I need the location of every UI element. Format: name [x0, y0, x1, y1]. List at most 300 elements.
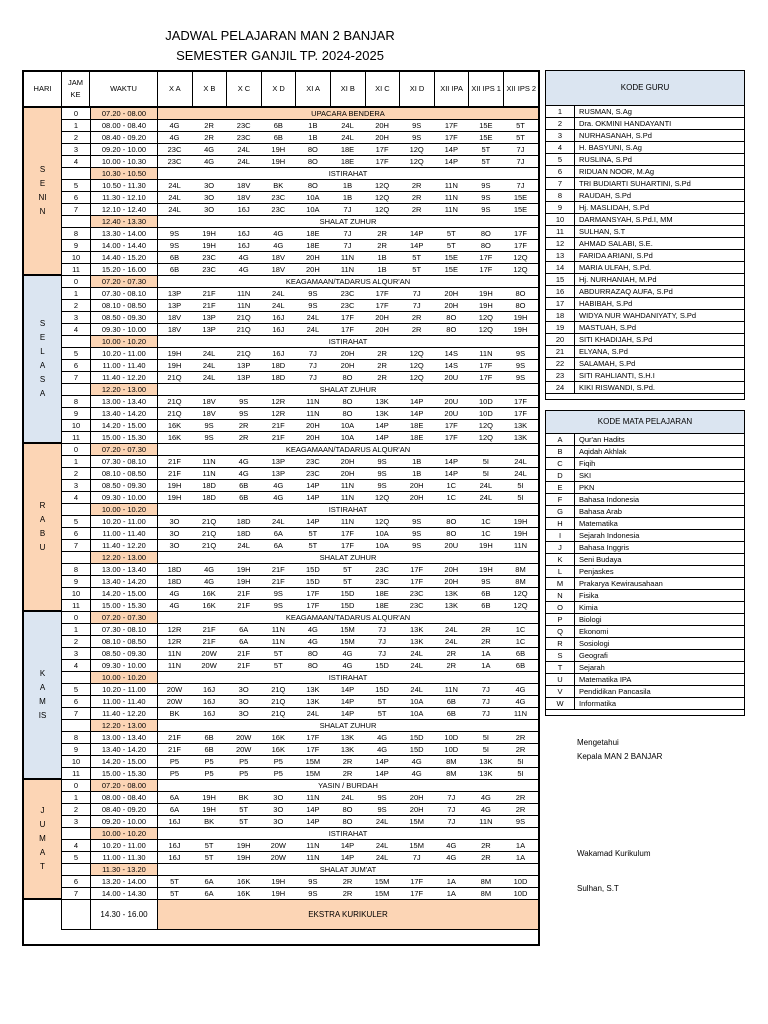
class-code: 19H: [271, 889, 286, 898]
time-slot: 07.30 - 08.10: [90, 456, 158, 467]
class-code: 18V: [237, 193, 251, 202]
code-desc: Seni Budaya: [574, 554, 744, 565]
table-row: [62, 660, 538, 672]
class-code: 11N: [479, 817, 493, 826]
table-row: [62, 252, 538, 264]
class-code: 6B: [481, 601, 491, 610]
class-code: 14P: [375, 421, 389, 430]
class-code: 20H: [375, 325, 389, 334]
class-code: 11N: [306, 397, 320, 406]
header-class: XII IPA: [435, 72, 470, 108]
class-code: 4G: [411, 769, 422, 778]
class-code: 9S: [412, 133, 422, 142]
class-code: 12Q: [409, 361, 424, 370]
period-number: 8: [73, 565, 79, 574]
class-code: 1C: [446, 493, 457, 502]
class-code: 21F: [237, 589, 251, 598]
class-code: 13K: [513, 421, 528, 430]
code: P: [557, 615, 563, 624]
class-code: 15D: [340, 589, 355, 598]
table-row: [62, 720, 538, 732]
code: 13: [555, 251, 565, 260]
class-code: 7J: [378, 649, 387, 658]
table-row: [62, 516, 538, 528]
class-code: 4G: [307, 637, 318, 646]
code: 18: [555, 311, 565, 320]
class-code: 20W: [235, 745, 252, 754]
class-code: 8O: [307, 145, 318, 154]
class-code: 5T: [308, 529, 318, 538]
code-row: [546, 458, 744, 470]
class-code: 21F: [237, 601, 251, 610]
side-title: KODE MATA PELAJARAN: [546, 411, 744, 434]
time-slot: 11.40 - 12.20: [90, 372, 158, 383]
class-code: 4G: [169, 133, 180, 142]
code: H: [557, 519, 563, 528]
code: 22: [555, 359, 565, 368]
class-code: 4G: [169, 589, 180, 598]
class-code: 15E: [479, 121, 493, 130]
table-row: [62, 168, 538, 180]
class-code: 6B: [481, 589, 491, 598]
time-slot: 07.20 - 08.00: [90, 780, 158, 791]
class-code: 21F: [271, 577, 285, 586]
class-code: 20H: [340, 361, 355, 370]
class-code: 12Q: [478, 421, 493, 430]
class-code: 15D: [375, 661, 389, 670]
class-code: 13K: [513, 433, 528, 442]
page-subtitle: SEMESTER GANJIL TP. 2024-2025: [176, 48, 384, 63]
code: 23: [555, 371, 565, 380]
class-code: 20H: [444, 577, 459, 586]
class-code: 24L: [341, 793, 354, 802]
code-desc: Sejarah Indonesia: [574, 530, 744, 541]
header-hari: HARI: [24, 72, 62, 108]
class-code: P5: [273, 769, 283, 778]
class-code: 9S: [169, 229, 180, 238]
code: 19: [555, 323, 565, 332]
class-code: 4G: [169, 121, 180, 130]
class-code: 11N: [167, 661, 182, 670]
class-code: 13P: [271, 469, 285, 478]
code-desc: Geografi: [574, 650, 744, 661]
class-code: 18V: [237, 181, 251, 190]
class-code: 19H: [271, 145, 286, 154]
class-code: 6A: [239, 637, 249, 646]
time-slot: 10.00 - 10.30: [90, 156, 158, 167]
class-code: 8O: [480, 241, 491, 250]
class-code: 13P: [237, 361, 251, 370]
period-number: 6: [73, 193, 79, 202]
class-code: 18E: [410, 421, 424, 430]
day-name: SELASA: [39, 319, 46, 398]
time-slot: 08.50 - 09.30: [90, 480, 158, 491]
class-code: 18D: [202, 493, 216, 502]
time-slot: 11.40 - 12.20: [90, 708, 158, 719]
code-desc: PKN: [574, 482, 744, 493]
class-code: 15D: [375, 685, 389, 694]
class-code: BK: [273, 181, 284, 190]
class-code: 4G: [238, 469, 249, 478]
code-row: [546, 286, 744, 298]
table-row: [62, 600, 538, 612]
class-code: 24L: [514, 457, 527, 466]
time-slot: 10.20 - 11.00: [90, 348, 158, 359]
class-code: 12Q: [375, 205, 390, 214]
class-code: 20H: [375, 121, 389, 130]
class-code: 5I: [517, 481, 524, 490]
time-slot: 10.00 - 10.20: [90, 504, 158, 515]
day-label: [24, 900, 62, 930]
class-code: 20H: [409, 481, 424, 490]
code-row: [546, 530, 744, 542]
break-band: SHALAT ZUHUR: [158, 720, 538, 731]
code-row: [546, 638, 744, 650]
code: B: [557, 447, 563, 456]
period-number: 2: [73, 301, 79, 310]
class-code: 5T: [204, 853, 214, 862]
code: E: [557, 483, 563, 492]
period-number: 7: [73, 709, 79, 718]
class-code: 15M: [340, 637, 355, 646]
class-code: 24L: [168, 193, 181, 202]
class-code: 9S: [308, 877, 318, 886]
class-code: 5T: [377, 697, 387, 706]
table-row: [62, 360, 538, 372]
class-code: 15E: [444, 253, 458, 262]
class-code: 11N: [271, 625, 285, 634]
class-code: 20W: [166, 697, 183, 706]
class-code: 13P: [202, 325, 216, 334]
period-number: 6: [73, 529, 79, 538]
class-code: 4G: [238, 253, 249, 262]
class-code: 10D: [513, 889, 528, 898]
period-number: 4: [73, 325, 79, 334]
period-number: 6: [73, 697, 79, 706]
class-code: 10D: [479, 409, 493, 418]
period-number: 2: [73, 469, 79, 478]
class-code: 2R: [515, 733, 526, 742]
class-code: 16K: [271, 733, 285, 742]
class-code: 6B: [446, 709, 456, 718]
class-code: 1C: [481, 529, 491, 538]
class-code: 12Q: [375, 193, 390, 202]
class-code: 19H: [202, 793, 216, 802]
code: 16: [555, 287, 565, 296]
table-row: [62, 804, 538, 816]
class-code: 4G: [238, 457, 249, 466]
class-code: 15M: [409, 817, 424, 826]
class-code: 2R: [515, 793, 526, 802]
class-code: 2R: [411, 193, 422, 202]
time-slot: 14.40 - 15.20: [90, 252, 158, 263]
code: C: [557, 459, 563, 468]
period-number: 5: [73, 349, 79, 358]
time-slot: 08.10 - 08.50: [90, 636, 158, 647]
table-row: [62, 288, 538, 300]
class-code: 4G: [446, 841, 457, 850]
class-code: 6B: [515, 661, 526, 670]
class-code: 2R: [481, 841, 491, 850]
time-slot: 13.00 - 13.40: [90, 732, 158, 743]
code-desc: Fisika: [574, 590, 744, 601]
code-row: [546, 118, 744, 130]
class-code: 18E: [375, 589, 389, 598]
class-code: 4G: [342, 649, 353, 658]
class-code: 18E: [340, 145, 355, 154]
class-code: 12Q: [478, 313, 493, 322]
class-code: 7J: [516, 157, 525, 166]
class-code: 2R: [342, 769, 353, 778]
class-code: 24L: [341, 121, 354, 130]
class-code: 8O: [307, 661, 318, 670]
class-code: 20H: [340, 349, 355, 358]
table-row: [62, 792, 538, 804]
class-code: 2R: [411, 313, 422, 322]
time-slot: 09.20 - 10.00: [90, 144, 158, 155]
class-code: 19H: [167, 493, 182, 502]
break-band: SHALAT JUM'AT: [158, 864, 538, 875]
class-code: 21Q: [202, 529, 217, 538]
class-code: 9S: [204, 421, 214, 430]
class-code: 5T: [516, 121, 525, 130]
time-slot: 13.40 - 14.20: [90, 576, 158, 587]
code: 15: [555, 275, 565, 284]
class-code: 1B: [412, 469, 422, 478]
class-code: 12Q: [409, 145, 424, 154]
table-row: [62, 204, 538, 216]
class-code: 17F: [341, 313, 354, 322]
period-number: 10: [71, 421, 81, 430]
class-code: 10A: [340, 433, 355, 442]
class-code: 1C: [515, 637, 526, 646]
code: A: [557, 435, 563, 444]
time-slot: 08.40 - 09.20: [90, 132, 158, 143]
header-class: X B: [193, 72, 228, 108]
day-label: [24, 108, 62, 276]
header-class: XII IPS 1: [469, 72, 504, 108]
class-code: 8O: [446, 325, 457, 334]
class-code: 8M: [515, 577, 526, 586]
time-slot: 07.30 - 08.10: [90, 624, 158, 635]
class-code: 8O: [446, 517, 457, 526]
table-row: [62, 456, 538, 468]
code-row: [546, 698, 744, 710]
class-code: 2R: [238, 433, 249, 442]
class-code: 1A: [515, 853, 526, 862]
day-name: KAMIS: [38, 669, 47, 720]
code-desc: Matematika: [574, 518, 744, 529]
class-code: 19H: [479, 289, 493, 298]
class-code: 3O: [238, 697, 249, 706]
table-row: [62, 744, 538, 756]
class-code: 11N: [306, 793, 320, 802]
class-code: 7J: [412, 853, 421, 862]
time-slot: 09.30 - 10.00: [90, 660, 158, 671]
class-code: 23C: [271, 205, 286, 214]
class-code: 18E: [375, 601, 389, 610]
class-code: 5T: [412, 265, 422, 274]
class-code: 20H: [306, 421, 320, 430]
class-code: 1B: [412, 457, 422, 466]
class-code: 8M: [480, 889, 492, 898]
class-code: 17F: [514, 241, 527, 250]
class-code: 2R: [446, 649, 457, 658]
class-code: 7J: [308, 373, 317, 382]
class-code: 5T: [343, 565, 352, 574]
class-code: 13K: [410, 625, 424, 634]
code-desc: ABDURRAZAQ AUFA, S.Pd: [574, 286, 744, 297]
class-code: 11N: [340, 265, 355, 274]
code: Q: [557, 627, 563, 636]
class-code: 16J: [272, 349, 285, 358]
class-code: 5I: [482, 457, 490, 466]
class-code: 18D: [271, 373, 286, 382]
time-slot: 12.40 - 13.30: [90, 216, 158, 227]
class-code: 4G: [273, 493, 284, 502]
class-code: 2R: [481, 853, 491, 862]
class-code: 6B: [446, 697, 456, 706]
code-desc: KIKI RISWANDI, S.Pd.: [574, 382, 744, 393]
class-code: 5T: [273, 649, 283, 658]
class-code: 19H: [202, 241, 216, 250]
class-code: 5I: [517, 757, 524, 766]
class-code: 20H: [444, 289, 459, 298]
code-row: [546, 178, 744, 190]
class-code: 17F: [375, 157, 389, 166]
class-code: 4G: [446, 853, 457, 862]
class-code: 12R: [167, 625, 182, 634]
signatory-name: Sulhan, S.T: [577, 884, 619, 893]
code-row: [546, 130, 744, 142]
code-desc: Penjaskes: [574, 566, 744, 577]
class-code: 20U: [444, 541, 459, 550]
class-code: 14P: [410, 241, 424, 250]
class-code: 2R: [481, 625, 491, 634]
class-code: 7J: [481, 709, 490, 718]
class-code: P5: [169, 757, 180, 766]
table-row: [62, 144, 538, 156]
period-number: 6: [73, 361, 79, 370]
class-code: 17F: [410, 577, 424, 586]
class-code: 7J: [378, 637, 387, 646]
class-code: 11N: [306, 409, 320, 418]
class-code: 23C: [236, 133, 251, 142]
class-code: 18E: [306, 241, 320, 250]
time-slot: 11.30 - 13.20: [90, 864, 158, 875]
class-code: 24L: [237, 145, 250, 154]
code-row: [546, 250, 744, 262]
code: 12: [555, 239, 565, 248]
class-code: 14P: [340, 697, 355, 706]
time-slot: 11.00 - 11.40: [90, 696, 158, 707]
class-code: 19H: [513, 529, 528, 538]
day-name: JUMAT: [39, 806, 46, 871]
class-code: 16K: [167, 421, 182, 430]
time-slot: 07.20 - 08.00: [90, 108, 158, 119]
code-desc: Biologi: [574, 614, 744, 625]
code: S: [557, 651, 563, 660]
class-code: 9S: [377, 805, 387, 814]
class-code: 19H: [479, 565, 493, 574]
code-row: [546, 310, 744, 322]
class-code: 19H: [202, 229, 216, 238]
class-code: 13P: [167, 289, 182, 298]
class-code: 13K: [444, 601, 458, 610]
class-code: 19H: [236, 853, 251, 862]
code-desc: SITI RAHLIANTI, S.H.I: [574, 370, 744, 381]
class-code: 14P: [410, 409, 424, 418]
table-row: [62, 420, 538, 432]
code-desc: Matematika IPA: [574, 674, 744, 685]
code: 21: [555, 347, 565, 356]
class-code: 17F: [479, 265, 493, 274]
code-desc: RAUDAH, S.Pd: [574, 190, 744, 201]
class-code: 10A: [375, 541, 389, 550]
period-number: 4: [73, 841, 79, 850]
class-code: 14P: [444, 457, 458, 466]
time-slot: 15.00 - 15.30: [90, 768, 158, 779]
period-number: 5: [73, 517, 79, 526]
table-row: [62, 828, 538, 840]
period-number: 1: [73, 625, 79, 634]
code-row: [546, 554, 744, 566]
class-code: 12R: [271, 397, 286, 406]
class-code: 8O: [307, 181, 318, 190]
time-slot: 07.20 - 07.30: [90, 612, 158, 623]
class-code: 8O: [515, 289, 526, 298]
code-row: [546, 142, 744, 154]
header-class: XI A: [296, 72, 331, 108]
class-code: 8O: [342, 397, 353, 406]
break-band: ISTIRAHAT: [158, 672, 538, 683]
class-code: 8O: [446, 313, 457, 322]
time-slot: 10.00 - 10.20: [90, 672, 158, 683]
class-code: 4G: [480, 793, 491, 802]
class-code: 6A: [169, 793, 180, 802]
class-code: 3O: [273, 817, 284, 826]
class-code: 17F: [410, 889, 424, 898]
time-slot: 15.20 - 16.00: [90, 264, 158, 275]
code-desc: Bahasa Arab: [574, 506, 744, 517]
class-code: 16K: [202, 601, 216, 610]
code: 11: [556, 227, 564, 236]
class-code: 11N: [444, 181, 458, 190]
code-row: [546, 446, 744, 458]
class-code: 20U: [444, 373, 459, 382]
class-code: 18D: [167, 565, 182, 574]
class-code: 15D: [340, 601, 355, 610]
class-code: 3O: [204, 193, 215, 202]
time-slot: 11.00 - 11.30: [90, 852, 158, 863]
class-code: 15D: [409, 733, 424, 742]
code: L: [557, 567, 563, 576]
class-code: 5T: [204, 841, 214, 850]
class-code: 4G: [377, 733, 388, 742]
class-code: 15M: [305, 757, 321, 766]
ekstra-time: 14.30 - 16.00: [90, 900, 158, 929]
class-code: 6A: [273, 529, 283, 538]
class-code: 19H: [202, 805, 216, 814]
period-number: 3: [73, 145, 79, 154]
period-number: 4: [73, 493, 79, 502]
class-code: 24L: [168, 205, 181, 214]
break-band: KEAGAMAAN/TADARUS ALQUR'AN: [158, 612, 538, 623]
code-row: [546, 238, 744, 250]
class-code: 5I: [517, 493, 524, 502]
code-desc: Aqidah Akhlak: [574, 446, 744, 457]
code-row: [546, 226, 744, 238]
